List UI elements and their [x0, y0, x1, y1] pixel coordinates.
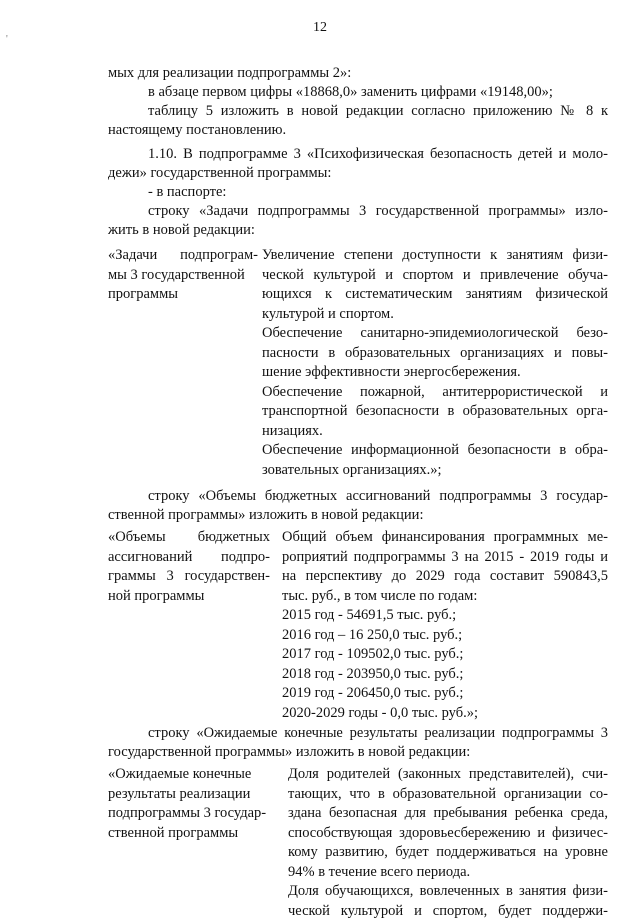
results-intro-line-2: государственной программы» изложить в новой редакции: [108, 743, 470, 762]
budget-year-line: 2017 год - 109502,0 тыс. руб.; [282, 645, 608, 665]
intro-line-9: жить в новой редакции: [108, 221, 255, 240]
budget-value-line: на перспективу до 2029 года составит 590843,5 [282, 567, 608, 587]
budget-value-line: роприятий подпрограммы 3 на 2015 - 2019 годы и [282, 548, 608, 568]
results-value-line: способствующая здоровьесбережению и физичес- [288, 824, 608, 844]
page-number: 12 [0, 20, 640, 36]
budget-label-line: «Объемы бюджетных [108, 528, 270, 548]
results-intro-line-1: строку «Ожидаемые конечные результаты реализации подпрограммы 3 [148, 724, 608, 743]
tasks-value-line: низациях. [262, 422, 608, 442]
budget-year-line: 2019 год - 206450,0 тыс. руб.; [282, 684, 608, 704]
budget-value-line: тыс. руб., в том числе по годам: [282, 587, 608, 607]
tasks-value-line: ющихся к систематическим занятиям физической [262, 285, 608, 305]
tasks-value-line: Увеличение степени доступности к занятиям физи- [262, 246, 608, 266]
intro-line-4: настоящему постановлению. [108, 121, 286, 140]
budget-label-line: ассигнований подпро- [108, 548, 270, 568]
results-value-line: кому развитию, будет поддерживаться на уровне [288, 843, 608, 863]
results-label-line: результаты реализации [108, 785, 278, 805]
budget-row-label [108, 528, 270, 606]
budget-row-value [282, 528, 608, 723]
budget-intro-line-1: строку «Объемы бюджетных ассигнований подпрограммы 3 государ- [148, 487, 608, 506]
results-value-line: Доля обучающихся, вовлеченных в занятия физи- [288, 882, 608, 902]
tasks-row-value [262, 246, 608, 480]
results-row-label [108, 765, 278, 843]
results-value-line: тающих, что в образовательной организации со- [288, 785, 608, 805]
tasks-value-line: шение эффективности энергосбережения. [262, 363, 608, 383]
tasks-value-line: зовательных организациях.»; [262, 461, 608, 481]
results-label-line: «Ожидаемые конечные [108, 765, 278, 785]
intro-line-8: строку «Задачи подпрограммы 3 государственной программы» изло- [148, 202, 608, 221]
budget-year-line: 2020-2029 годы - 0,0 тыс. руб.»; [282, 704, 608, 724]
tasks-label-line: «Задачи подпрограм- [108, 246, 258, 266]
budget-value-line: Общий объем финансирования программных ме- [282, 528, 608, 548]
tasks-value-line: транспортной безопасности в образовательных орга- [262, 402, 608, 422]
tasks-value-line: Обеспечение санитарно-эпидемиологической безо- [262, 324, 608, 344]
budget-intro-line-2: ственной программы» изложить в новой редакции: [108, 506, 423, 525]
intro-line-7: - в паспорте: [148, 183, 226, 202]
margin-mark: ' [6, 34, 8, 45]
tasks-value-line: Обеспечение информационной безопасности в обра- [262, 441, 608, 461]
budget-label-line: ной программы [108, 587, 270, 607]
intro-line-1: мых для реализации подпрограммы 2»: [108, 64, 351, 83]
intro-line-3: таблицу 5 изложить в новой редакции согласно приложению № 8 к [148, 102, 608, 121]
results-value-line: здана безопасная для пребывания ребенка среда, [288, 804, 608, 824]
tasks-value-line: Обеспечение пожарной, антитеррористической и [262, 383, 608, 403]
budget-year-line: 2018 год - 203950,0 тыс. руб.; [282, 665, 608, 685]
results-label-line: подпрограммы 3 государ- [108, 804, 278, 824]
results-row-value [288, 765, 608, 921]
tasks-value-line: пасности в образовательных организациях и повы- [262, 344, 608, 364]
budget-label-line: граммы 3 государствен- [108, 567, 270, 587]
tasks-value-line: ческой культурой и спортом и привлечение обуча- [262, 266, 608, 286]
intro-line-6: дежи» государственной программы: [108, 164, 331, 183]
results-label-line: ственной программы [108, 824, 278, 844]
results-value-line: 94% в течение всего периода. [288, 863, 608, 883]
tasks-row-label [108, 246, 258, 305]
intro-line-5: 1.10. В подпрограмме 3 «Психофизическая безопасность детей и моло- [148, 145, 608, 164]
results-value-line: ческой культурой и спортом, будет поддержи- [288, 902, 608, 921]
budget-year-line: 2016 год – 16 250,0 тыс. руб.; [282, 626, 608, 646]
results-value-line: Доля родителей (законных представителей), счи- [288, 765, 608, 785]
intro-line-2: в абзаце первом цифры «18868,0» заменить цифрами «19148,00»; [148, 83, 553, 102]
tasks-label-line: мы 3 государственной [108, 266, 258, 286]
tasks-label-line: программы [108, 285, 258, 305]
budget-year-line: 2015 год - 54691,5 тыс. руб.; [282, 606, 608, 626]
tasks-value-line: культурой и спортом. [262, 305, 608, 325]
